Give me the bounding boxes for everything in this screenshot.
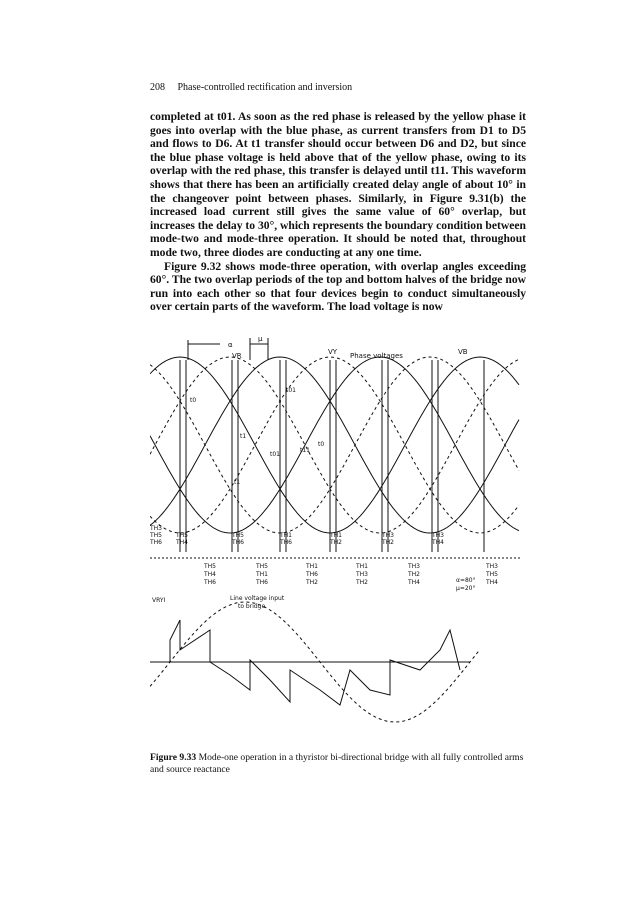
triple-label: TH3 [408,563,420,570]
pair-label: TH3 [150,525,162,532]
triple-label: TH1 [306,563,318,570]
triple-label: TH2 [306,579,318,586]
vb-label: VB [458,348,468,356]
line-voltage-note-2: to bridge [238,603,266,610]
triple-label: TH5 [486,571,498,578]
page-number: 208 [150,82,165,93]
triple-label: TH4 [204,571,216,578]
pair-label: TH4 [432,539,444,546]
pair-label: TH4 [176,539,188,546]
phase-voltages-label: Phase voltages [350,352,403,360]
time-label: t0 [318,441,325,448]
triple-label: TH3 [356,571,368,578]
triple-label: TH6 [204,579,216,586]
time-label: t0 [190,397,197,404]
pair-label: TH5 [232,532,244,539]
time-label: t01 [270,451,280,458]
alpha-symbol: α [228,341,233,349]
time-label: t11 [300,447,310,454]
vr-label: VR [232,352,242,360]
caption-text: Mode-one operation in a thyristor bi-directional bridge with all fully controlled arms and source reactance [150,752,524,775]
alpha-value: α=80° [456,577,476,584]
paragraph-1: completed at t01. As soon as the red phase is released by the yellow phase it goes into overlap with the blue phase, as current transfers from D1 to D5 and flows to D6. At t1 transfer should occur between D6 and D2, but since the blue phase voltage is held above that of the yellow phase, owing to its overlap with the red phase, this transfer is delayed until t11. This waveform shows that there has been an artificially created delay angle of about 10° in the changeover point between phases. Similarly, in Figure 9.31(b) the increased load current still gives the same value of 60° overlap, but increases the delay to 30°, which represents the boundary condition between mode-two and mode-three operation. It should be noted that, throughout mode two, three diodes are conducting at any one time. [150,110,526,259]
pair-label: TH5 [176,532,188,539]
figure-caption [150,752,526,775]
triple-label: TH4 [408,579,420,586]
pair-label: TH3 [382,532,394,539]
pair-label: TH2 [330,539,342,546]
mu-symbol: μ [258,335,263,343]
figure-9-33 [150,330,530,750]
pair-label: TH1 [280,532,292,539]
pair-label: TH2 [382,539,394,546]
upper-pair-labels [150,525,444,546]
phase-curves [150,357,519,533]
triple-label: TH6 [306,571,318,578]
triple-label: TH5 [204,563,216,570]
triple-label: TH5 [256,563,268,570]
triple-label: TH4 [486,579,498,586]
triple-label: TH3 [486,563,498,570]
time-label: t1 [240,433,247,440]
time-label: t1 [234,479,241,486]
triple-label: TH1 [256,571,268,578]
pair-label: TH1 [330,532,342,539]
waveform-diagram [150,330,530,750]
pair-label: TH6 [280,539,292,546]
running-title: Phase-controlled rectification and inversion [177,82,353,93]
conduction-verticals [180,360,484,552]
pair-label: TH3 [432,532,444,539]
time-label: t01 [286,387,296,394]
pair-label: TH5 [150,532,162,539]
triple-label: TH6 [256,579,268,586]
body-text [150,110,526,314]
mu-value: μ=20° [456,585,476,592]
pair-label: TH6 [150,539,162,546]
triple-label: TH1 [356,563,368,570]
line-voltage-symbol: VRYI [152,597,166,604]
triple-label: TH2 [356,579,368,586]
inverted-phase-curve [150,357,519,533]
lower-triple-labels [203,563,498,586]
line-voltage-note-1: Line voltage input [230,595,285,602]
triple-label: TH2 [408,571,420,578]
running-header [150,82,352,93]
pair-label: TH6 [232,539,244,546]
caption-label: Figure 9.33 [150,752,197,763]
vy-label: VY [328,348,338,356]
paragraph-2: Figure 9.32 shows mode-three operation, with overlap angles exceeding 60°. The two overlap periods of the top and bottom halves of the bridge now run into each other so that four devices begin to conduct simultaneously over certain parts of the waveform. The load voltage is now [150,259,526,314]
